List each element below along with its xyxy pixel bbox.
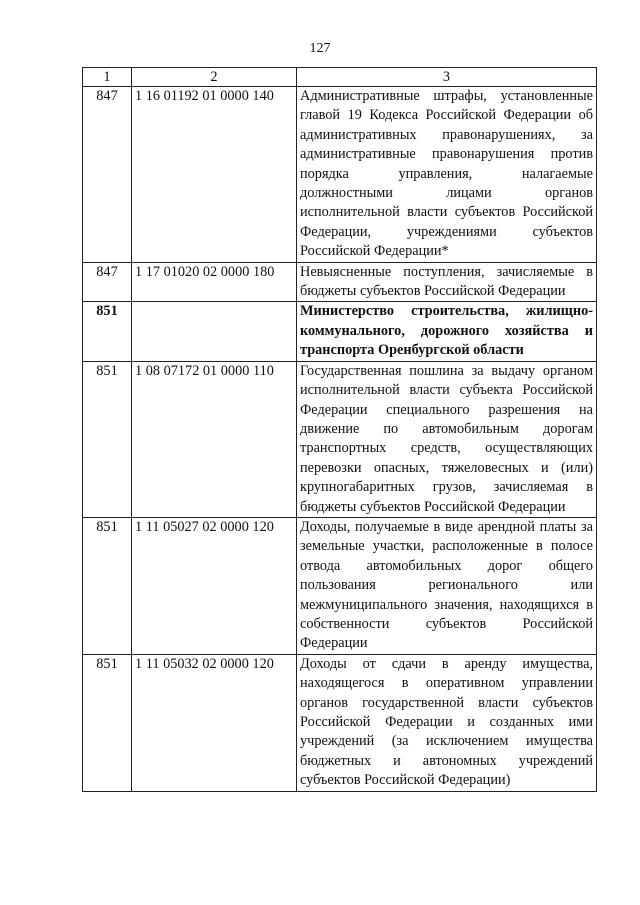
description-cell: Государственная пошлина за выдачу органом исполнительной власти субъекта Российской Федерации специального разрешения на движение по автомобильным дорогам транспортных средств, осуществляющих перевозки опасных, тяжеловесных и (или) крупногабаритных грузов, зачисляемая в бюджеты субъектов Российской Федерации <box>297 361 597 517</box>
table-row <box>83 87 597 263</box>
description-cell: Доходы от сдачи в аренду имущества, находящегося в оперативном управлении органов государственной власти субъектов Российской Федерации и созданных ими учреждений (за исключением имущества бюджетных и автономных учреждений субъектов Российской Федерации) <box>297 654 597 791</box>
budget-code-cell: 1 11 05032 02 0000 120 <box>132 654 297 791</box>
revenue-code-table <box>82 67 597 792</box>
admin-code-cell: 851 <box>83 517 132 654</box>
column-header-1: 1 <box>83 68 132 87</box>
description-cell: Невыясненные поступления, зачисляемые в бюджеты субъектов Российской Федерации <box>297 262 597 302</box>
table-row <box>83 654 597 791</box>
ministry-name-cell: Министерство строительства, жилищно-коммунального, дорожного хозяйства и транспорта Оренбургской области <box>297 302 597 361</box>
budget-code-cell: 1 11 05027 02 0000 120 <box>132 517 297 654</box>
table-row <box>83 262 597 302</box>
admin-code-cell: 851 <box>83 361 132 517</box>
budget-code-cell: 1 08 07172 01 0000 110 <box>132 361 297 517</box>
description-cell: Административные штрафы, установленные главой 19 Кодекса Российской Федерации об административных правонарушениях, за административные правонарушения против порядка управления, налагаемые должностными лицами органов исполнительной власти субъектов Российской Федерации, учреждениями субъектов Российской Федерации* <box>297 87 597 263</box>
table-row <box>83 517 597 654</box>
admin-code-cell: 851 <box>83 302 132 361</box>
budget-code-cell: 1 17 01020 02 0000 180 <box>132 262 297 302</box>
table-row <box>83 361 597 517</box>
column-header-2: 2 <box>132 68 297 87</box>
ministry-heading-row <box>83 302 597 361</box>
column-header-3: 3 <box>297 68 597 87</box>
admin-code-cell: 847 <box>83 87 132 263</box>
description-cell: Доходы, получаемые в виде арендной платы за земельные участки, расположенные в полосе отвода автомобильных дорог общего пользования регионального или межмуниципального значения, находящихся в собственности субъектов Российской Федерации <box>297 517 597 654</box>
admin-code-cell: 847 <box>83 262 132 302</box>
page-number: 127 <box>309 41 331 56</box>
table-body <box>83 68 597 792</box>
admin-code-cell: 851 <box>83 654 132 791</box>
budget-code-cell <box>132 302 297 361</box>
table-header-row <box>83 68 597 87</box>
budget-code-cell: 1 16 01192 01 0000 140 <box>132 87 297 263</box>
